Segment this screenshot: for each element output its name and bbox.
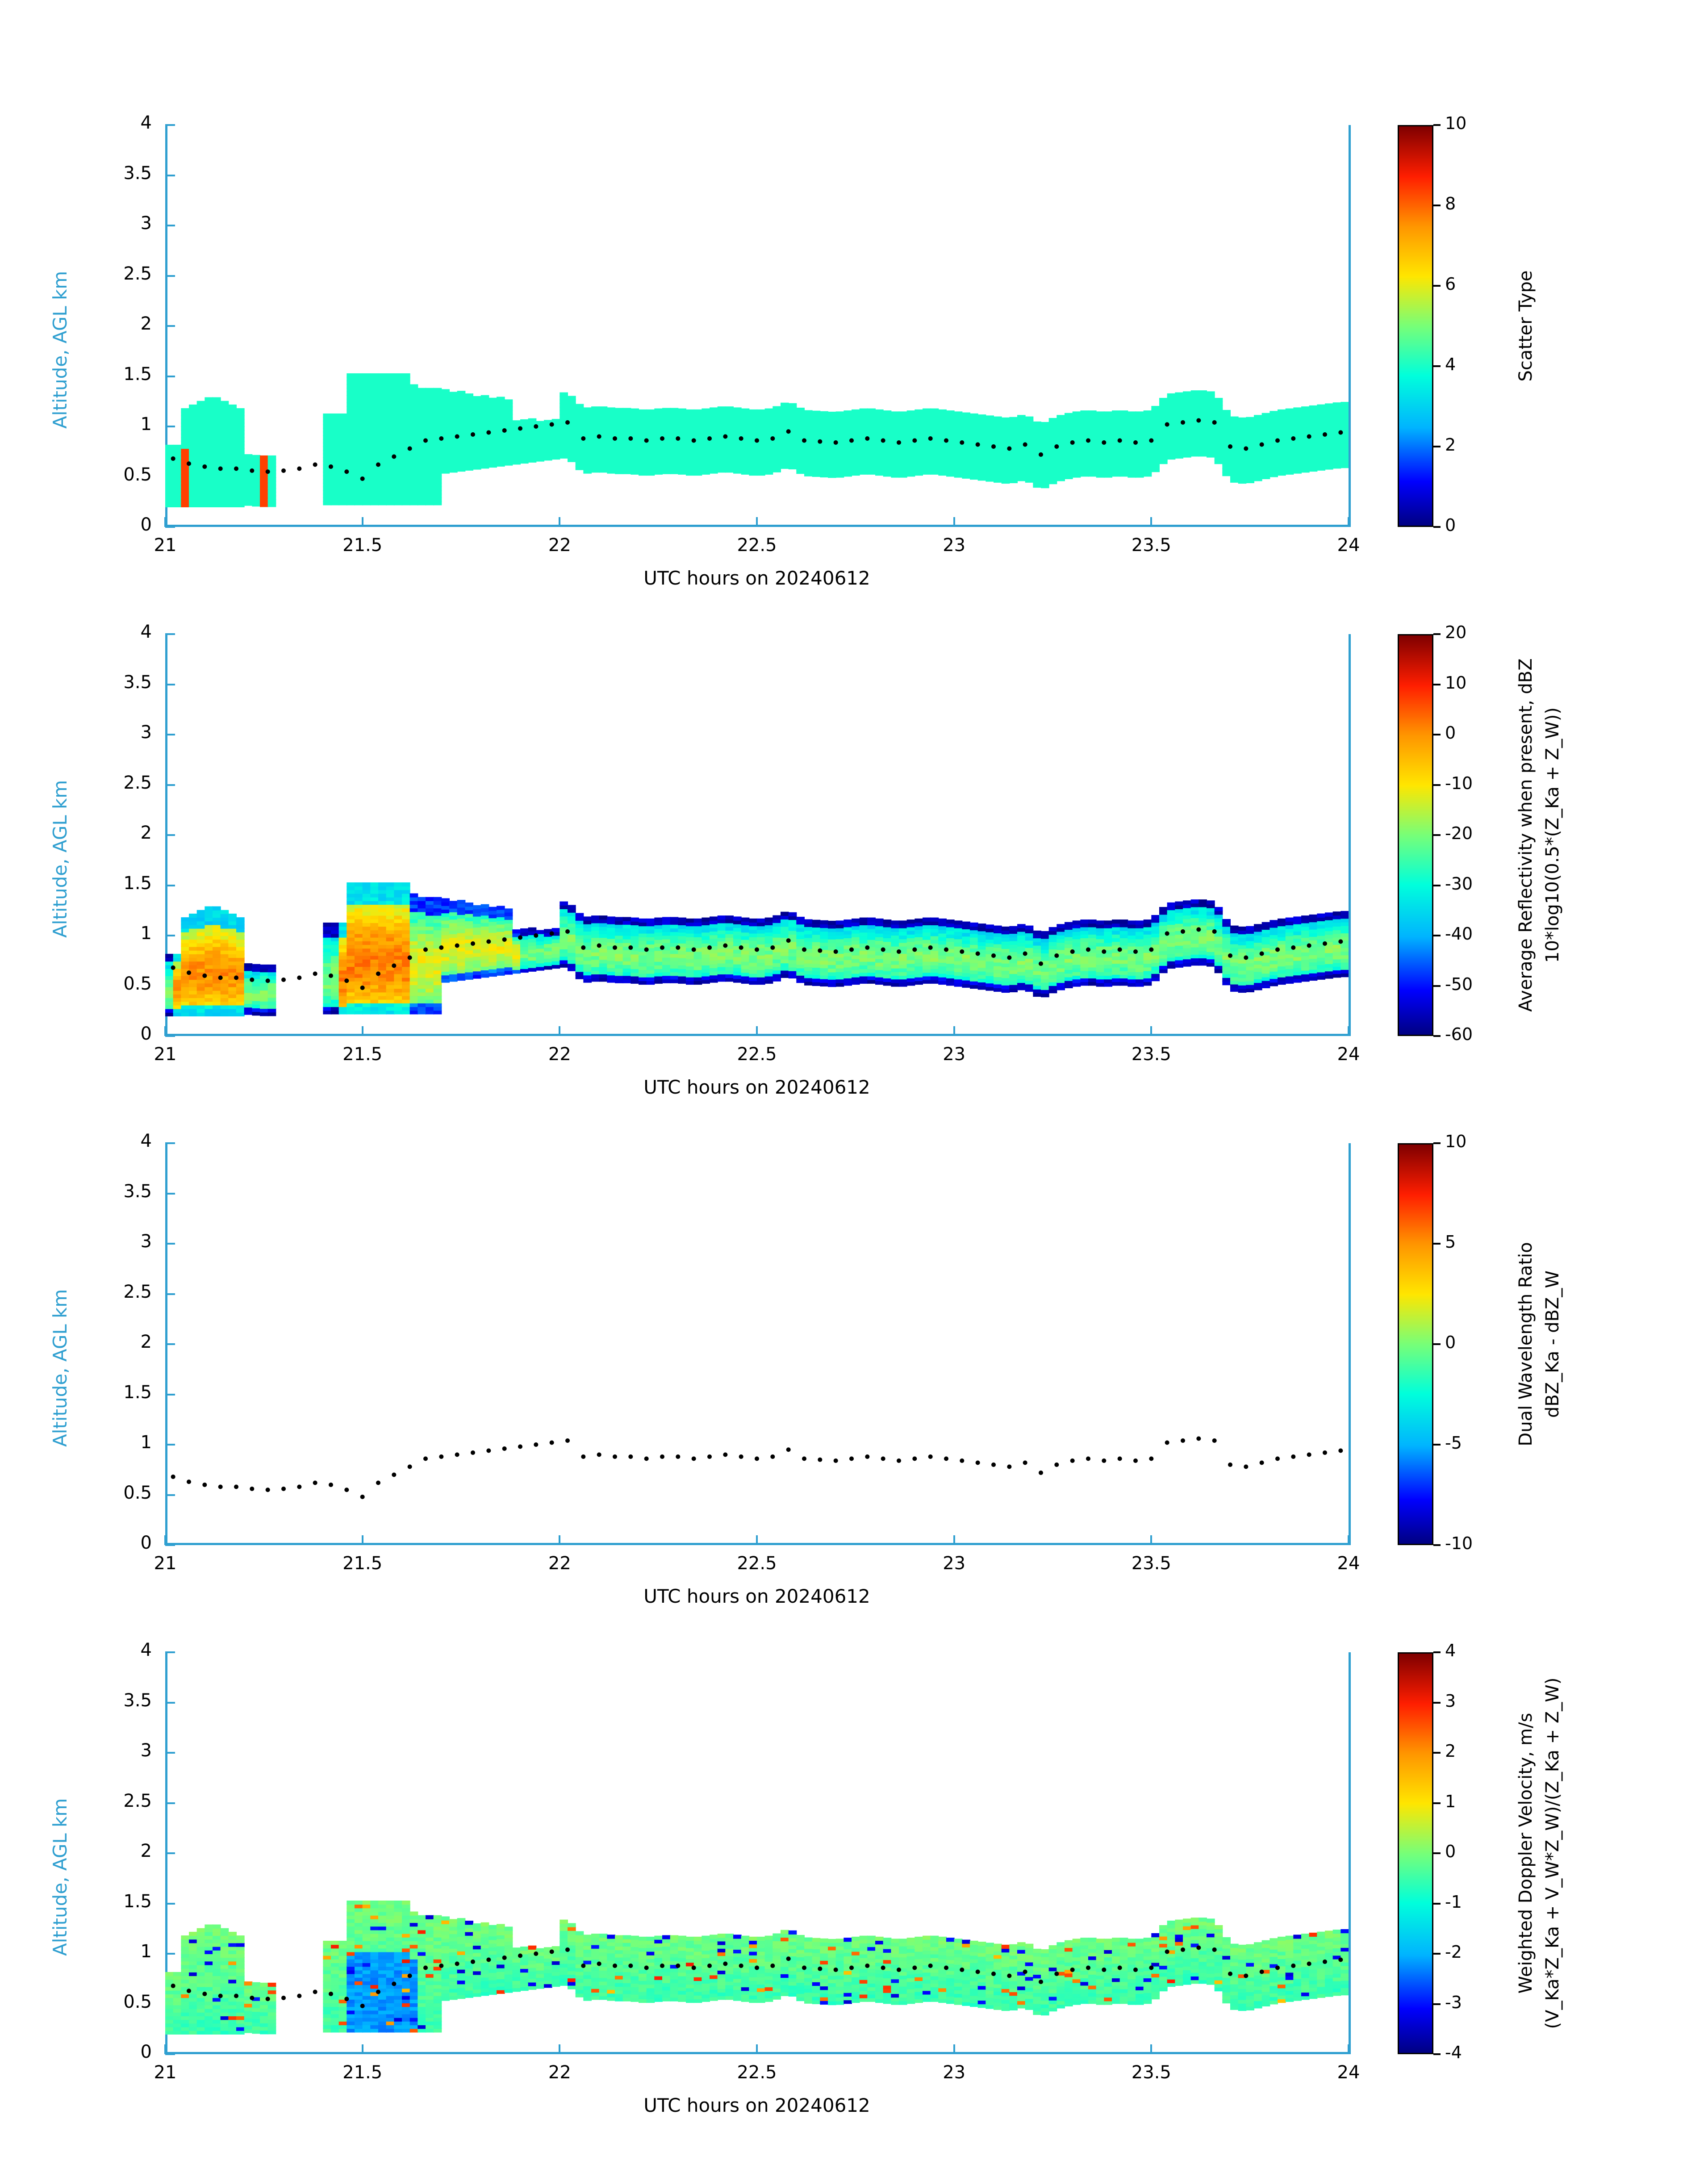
colorbar-tick-mark bbox=[1433, 684, 1441, 685]
y-tick-label-1.5: 1.5 bbox=[123, 873, 152, 894]
y-tick-label-3.5: 3.5 bbox=[123, 1181, 152, 1202]
y-tick-label-2: 2 bbox=[140, 1332, 152, 1352]
y-tick-label-2.5: 2.5 bbox=[123, 1281, 152, 1302]
x-tick-label-22.5: 22.5 bbox=[737, 535, 777, 556]
y-tick-label-2: 2 bbox=[140, 823, 152, 843]
colorbar-tick-mark bbox=[1433, 124, 1441, 126]
colorbar-tick-label-scatter-type-4: 8 bbox=[1445, 194, 1456, 213]
colorbar-tick-mark bbox=[1433, 205, 1441, 206]
colorbar-tick-label-dual-wavelength-ratio-2: 0 bbox=[1445, 1333, 1456, 1352]
colorbar-tick-label-average-reflectivity-2: -40 bbox=[1445, 924, 1473, 944]
colorbar-tick-mark bbox=[1433, 935, 1441, 936]
colorbar-tick-mark bbox=[1433, 985, 1441, 987]
y-tick-label-3: 3 bbox=[140, 1740, 152, 1761]
y-tick-label-2.5: 2.5 bbox=[123, 1790, 152, 1811]
y-tick-label-3.5: 3.5 bbox=[123, 163, 152, 184]
colorbar-tick-label-average-reflectivity-4: -20 bbox=[1445, 823, 1473, 843]
y-tick-label-0: 0 bbox=[140, 1533, 152, 1553]
colorbar-tick-mark bbox=[1433, 1343, 1441, 1345]
colorbar-tick-label-scatter-type-3: 6 bbox=[1445, 274, 1456, 294]
colorbar-tick-mark bbox=[1433, 1544, 1441, 1546]
colorbar-tick-label-dual-wavelength-ratio-1: -5 bbox=[1445, 1433, 1462, 1453]
colorbar-tick-mark bbox=[1433, 834, 1441, 836]
x-axis-label-scatter-type: UTC hours on 20240612 bbox=[643, 567, 870, 589]
colorbar-dual-wavelength-ratio bbox=[1398, 1143, 1433, 1545]
x-tick-label-21.5: 21.5 bbox=[342, 1044, 383, 1065]
x-tick-label-23.5: 23.5 bbox=[1131, 1553, 1171, 1574]
right-axis-tick-scatter-type bbox=[1349, 125, 1351, 527]
x-tick-label-21: 21 bbox=[154, 1553, 177, 1574]
x-tick-label-21.5: 21.5 bbox=[342, 535, 383, 556]
panel-scatter-type bbox=[0, 113, 1708, 625]
colorbar-tick-label-weighted-doppler-velocity-0: -4 bbox=[1445, 2043, 1462, 2062]
y-tick-label-0: 0 bbox=[140, 514, 152, 535]
colorbar-tick-mark bbox=[1433, 1852, 1441, 1854]
x-tick-label-21: 21 bbox=[154, 2062, 177, 2083]
y-tick-label-4: 4 bbox=[140, 622, 152, 642]
x-tick-label-21.5: 21.5 bbox=[342, 1553, 383, 1574]
x-tick-label-22.5: 22.5 bbox=[737, 2062, 777, 2083]
right-axis-tick-average-reflectivity bbox=[1349, 634, 1351, 1036]
x-tick-label-22: 22 bbox=[548, 1553, 571, 1574]
colorbar-title-weighted-doppler-velocity-1: (V_Ka*Z_Ka + V_W*Z_W)/(Z_Ka + Z_W) bbox=[1542, 1677, 1563, 2029]
colorbar-tick-mark bbox=[1433, 2053, 1441, 2055]
x-tick-label-22.5: 22.5 bbox=[737, 1044, 777, 1065]
y-tick-label-0.5: 0.5 bbox=[123, 1991, 152, 2012]
data-layer-dual-wavelength-ratio bbox=[165, 1143, 1349, 1545]
colorbar-tick-label-weighted-doppler-velocity-4: 0 bbox=[1445, 1842, 1456, 1861]
colorbar-tick-mark bbox=[1433, 365, 1441, 367]
x-tick-label-21.5: 21.5 bbox=[342, 2062, 383, 2083]
colorbar-tick-mark bbox=[1433, 784, 1441, 786]
x-axis-label-weighted-doppler-velocity: UTC hours on 20240612 bbox=[643, 2094, 870, 2116]
colorbar-tick-label-weighted-doppler-velocity-2: -2 bbox=[1445, 1942, 1462, 1962]
colorbar-tick-label-average-reflectivity-7: 10 bbox=[1445, 673, 1467, 693]
colorbar-tick-label-average-reflectivity-1: -50 bbox=[1445, 974, 1473, 994]
colorbar-tick-label-average-reflectivity-5: -10 bbox=[1445, 773, 1473, 793]
colorbar-tick-label-dual-wavelength-ratio-4: 10 bbox=[1445, 1132, 1467, 1151]
colorbar-tick-label-weighted-doppler-velocity-8: 4 bbox=[1445, 1641, 1456, 1660]
y-axis-label-dual-wavelength-ratio: Altitude, AGL km bbox=[49, 1289, 71, 1447]
x-tick-label-22.5: 22.5 bbox=[737, 1553, 777, 1574]
panel-average-reflectivity bbox=[0, 622, 1708, 1134]
colorbar-tick-mark bbox=[1433, 1142, 1441, 1144]
y-tick-label-0.5: 0.5 bbox=[123, 464, 152, 485]
y-tick-label-2.5: 2.5 bbox=[123, 263, 152, 284]
colorbar-title-scatter-type-0: Scatter Type bbox=[1516, 270, 1536, 382]
panel-dual-wavelength-ratio bbox=[0, 1131, 1708, 1643]
x-tick-label-23.5: 23.5 bbox=[1131, 2062, 1171, 2083]
colorbar-tick-mark bbox=[1433, 2003, 1441, 2005]
y-tick-label-1.5: 1.5 bbox=[123, 1891, 152, 1912]
colorbar-tick-label-scatter-type-0: 0 bbox=[1445, 515, 1456, 535]
colorbar-tick-label-scatter-type-1: 2 bbox=[1445, 435, 1456, 455]
colorbar-tick-mark bbox=[1433, 1702, 1441, 1704]
colorbar-tick-label-weighted-doppler-velocity-5: 1 bbox=[1445, 1791, 1456, 1811]
colorbar-tick-mark bbox=[1433, 1444, 1441, 1446]
colorbar-tick-mark bbox=[1433, 734, 1441, 735]
colorbar-tick-mark bbox=[1433, 633, 1441, 635]
y-tick-label-0: 0 bbox=[140, 1024, 152, 1044]
colorbar-tick-label-average-reflectivity-3: -30 bbox=[1445, 873, 1473, 894]
colorbar-weighted-doppler-velocity bbox=[1398, 1652, 1433, 2054]
y-tick-label-3: 3 bbox=[140, 1231, 152, 1252]
colorbar-title-dual-wavelength-ratio-1: dBZ_Ka - dBZ_W bbox=[1542, 1270, 1563, 1418]
data-layer-scatter-type bbox=[165, 125, 1349, 527]
y-axis-label-scatter-type: Altitude, AGL km bbox=[49, 271, 71, 429]
data-layer-weighted-doppler-velocity bbox=[165, 1652, 1349, 2054]
y-tick-label-3.5: 3.5 bbox=[123, 672, 152, 693]
x-axis-label-average-reflectivity: UTC hours on 20240612 bbox=[643, 1076, 870, 1098]
colorbar-tick-label-scatter-type-5: 10 bbox=[1445, 113, 1467, 133]
x-axis-label-dual-wavelength-ratio: UTC hours on 20240612 bbox=[643, 1585, 870, 1607]
y-tick-label-4: 4 bbox=[140, 1131, 152, 1151]
colorbar-tick-mark bbox=[1433, 1953, 1441, 1955]
colorbar-tick-mark bbox=[1433, 1903, 1441, 1905]
y-tick-label-2: 2 bbox=[140, 1841, 152, 1861]
x-tick-label-24: 24 bbox=[1337, 535, 1360, 556]
x-tick-label-23: 23 bbox=[943, 1553, 966, 1574]
colorbar-tick-mark bbox=[1433, 1035, 1441, 1037]
colorbar-tick-label-weighted-doppler-velocity-6: 2 bbox=[1445, 1741, 1456, 1761]
y-tick-label-1: 1 bbox=[140, 414, 152, 435]
y-tick-label-0: 0 bbox=[140, 2042, 152, 2062]
y-tick-label-3.5: 3.5 bbox=[123, 1690, 152, 1711]
colorbar-tick-label-average-reflectivity-6: 0 bbox=[1445, 723, 1456, 743]
y-tick-label-4: 4 bbox=[140, 1640, 152, 1660]
y-tick-label-1: 1 bbox=[140, 923, 152, 944]
colorbar-title-average-reflectivity-0: Average Reflectivity when present, dBZ bbox=[1516, 658, 1536, 1012]
colorbar-title-dual-wavelength-ratio-0: Dual Wavelength Ratio bbox=[1516, 1242, 1536, 1446]
y-tick-label-1.5: 1.5 bbox=[123, 1382, 152, 1403]
colorbar-tick-label-weighted-doppler-velocity-1: -3 bbox=[1445, 1992, 1462, 2012]
colorbar-tick-mark bbox=[1433, 885, 1441, 886]
y-tick-label-1.5: 1.5 bbox=[123, 364, 152, 384]
y-tick-label-1: 1 bbox=[140, 1941, 152, 1962]
colorbar-tick-label-average-reflectivity-0: -60 bbox=[1445, 1024, 1473, 1044]
y-axis-label-average-reflectivity: Altitude, AGL km bbox=[49, 780, 71, 938]
colorbar-tick-mark bbox=[1433, 1243, 1441, 1245]
colorbar-tick-mark bbox=[1433, 526, 1441, 528]
x-tick-label-23.5: 23.5 bbox=[1131, 535, 1171, 556]
colorbar-tick-mark bbox=[1433, 1651, 1441, 1653]
y-tick-label-1: 1 bbox=[140, 1432, 152, 1453]
colorbar-tick-mark bbox=[1433, 1802, 1441, 1804]
x-tick-label-23: 23 bbox=[943, 1044, 966, 1065]
x-tick-label-24: 24 bbox=[1337, 1553, 1360, 1574]
colorbar-tick-label-dual-wavelength-ratio-0: -10 bbox=[1445, 1534, 1473, 1553]
colorbar-tick-mark bbox=[1433, 285, 1441, 287]
x-tick-label-22: 22 bbox=[548, 2062, 571, 2083]
x-tick-label-22: 22 bbox=[548, 1044, 571, 1065]
colorbar-title-average-reflectivity-1: 10*log10(0.5*(Z_Ka + Z_W)) bbox=[1542, 707, 1563, 963]
colorbar-title-weighted-doppler-velocity-0: Weighted Doppler Velocity, m/s bbox=[1516, 1713, 1536, 1994]
colorbar-tick-mark bbox=[1433, 446, 1441, 447]
x-tick-label-23: 23 bbox=[943, 2062, 966, 2083]
y-tick-label-4: 4 bbox=[140, 113, 152, 133]
y-tick-label-0.5: 0.5 bbox=[123, 1482, 152, 1503]
right-axis-tick-dual-wavelength-ratio bbox=[1349, 1143, 1351, 1545]
y-tick-label-3: 3 bbox=[140, 722, 152, 743]
y-tick-label-2.5: 2.5 bbox=[123, 772, 152, 793]
y-tick-label-0.5: 0.5 bbox=[123, 973, 152, 994]
x-tick-label-22: 22 bbox=[548, 535, 571, 556]
colorbar-tick-label-weighted-doppler-velocity-7: 3 bbox=[1445, 1691, 1456, 1711]
colorbar-scatter-type bbox=[1398, 125, 1433, 527]
colorbar-tick-mark bbox=[1433, 1752, 1441, 1754]
right-axis-tick-weighted-doppler-velocity bbox=[1349, 1652, 1351, 2054]
x-tick-label-23: 23 bbox=[943, 535, 966, 556]
x-tick-label-21: 21 bbox=[154, 535, 177, 556]
panel-weighted-doppler-velocity bbox=[0, 1640, 1708, 2152]
colorbar-average-reflectivity bbox=[1398, 634, 1433, 1036]
y-tick-label-2: 2 bbox=[140, 313, 152, 334]
y-tick-label-3: 3 bbox=[140, 213, 152, 234]
x-tick-label-24: 24 bbox=[1337, 1044, 1360, 1065]
x-tick-label-24: 24 bbox=[1337, 2062, 1360, 2083]
colorbar-tick-label-dual-wavelength-ratio-3: 5 bbox=[1445, 1232, 1456, 1252]
data-layer-average-reflectivity bbox=[165, 634, 1349, 1036]
colorbar-tick-label-average-reflectivity-8: 20 bbox=[1445, 623, 1467, 642]
y-axis-label-weighted-doppler-velocity: Altitude, AGL km bbox=[49, 1798, 71, 1956]
x-tick-label-23.5: 23.5 bbox=[1131, 1044, 1171, 1065]
colorbar-tick-label-scatter-type-2: 4 bbox=[1445, 355, 1456, 374]
x-tick-label-21: 21 bbox=[154, 1044, 177, 1065]
colorbar-tick-label-weighted-doppler-velocity-3: -1 bbox=[1445, 1892, 1462, 1912]
